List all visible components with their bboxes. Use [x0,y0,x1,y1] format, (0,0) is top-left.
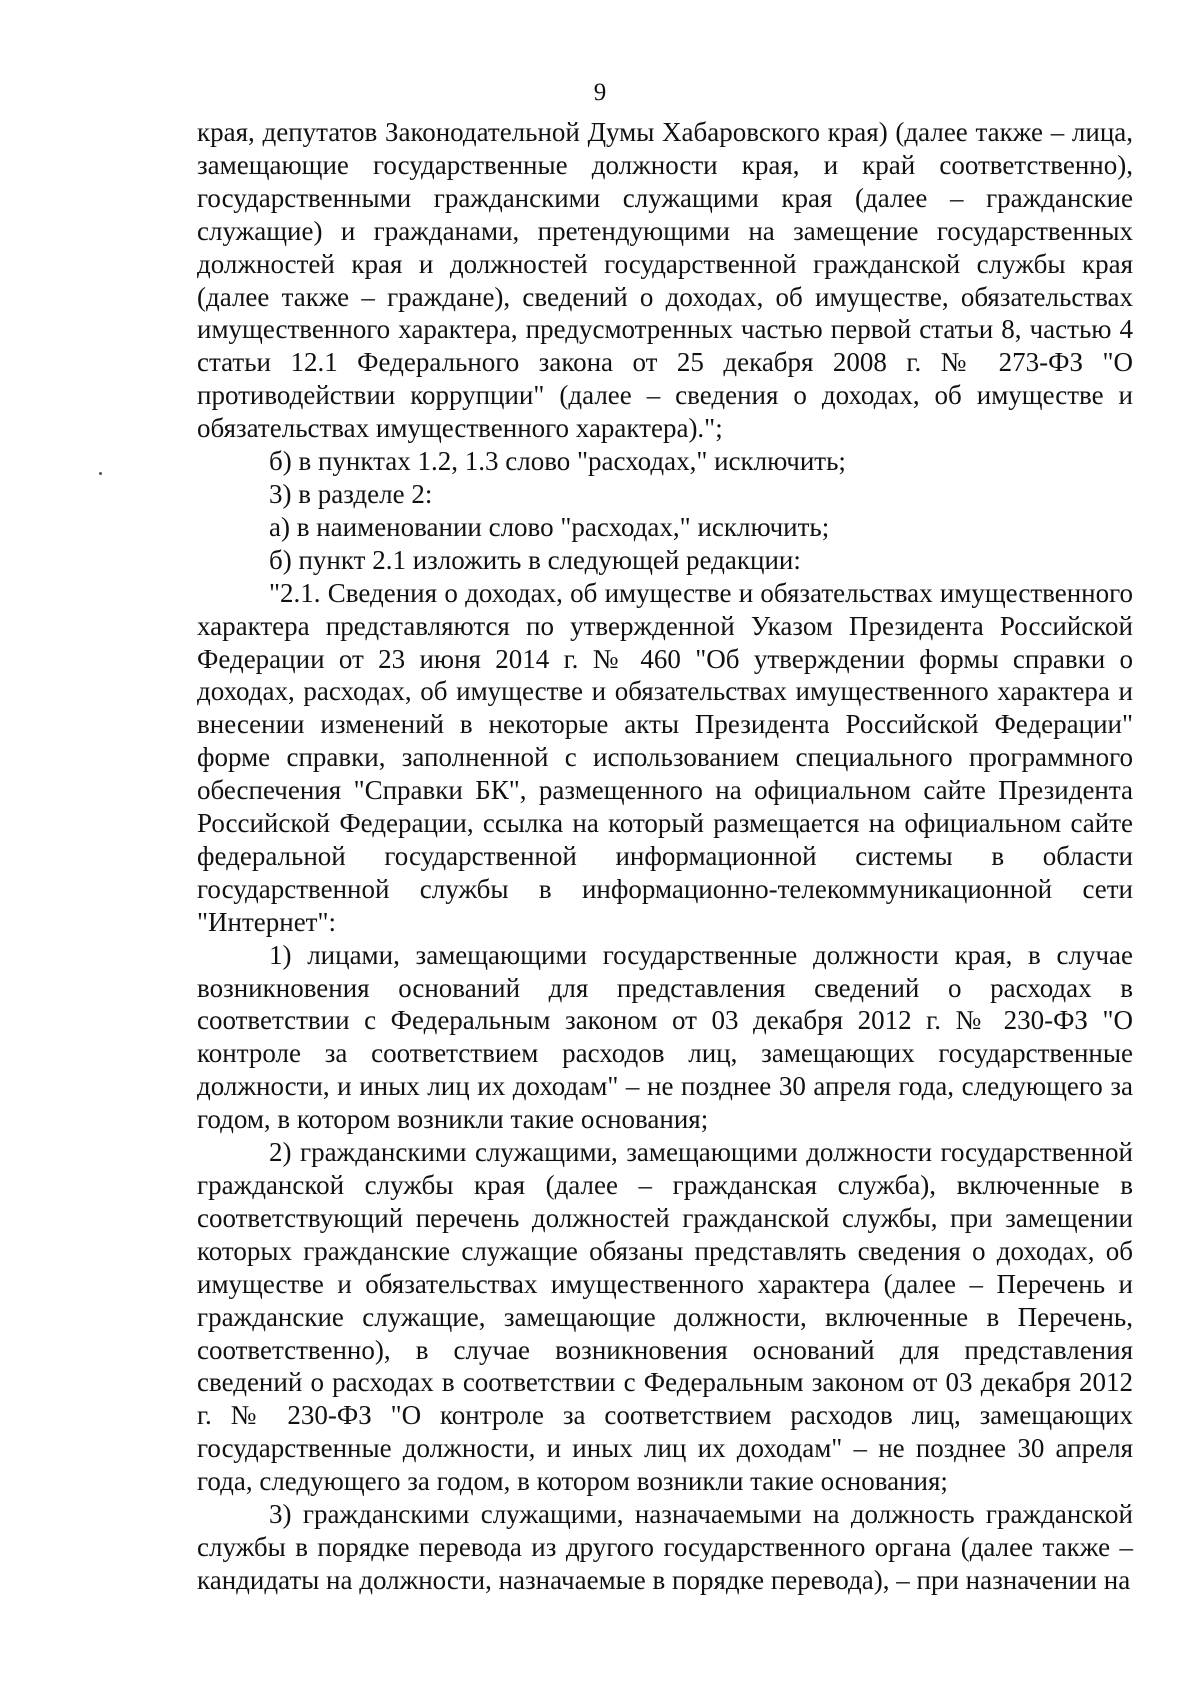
paragraph: б) в пунктах 1.2, 1.3 слово "расходах," исключить; [269,446,846,477]
paragraph: "2.1. Сведения о доходах, об имуществе и обязательствах имущественного характера представляются по утвержденной Указом Президента Российской Федерации от 23 июня 2014 г. № 460 "Об утверждении формы справки о доходах, расходах, об имуществе и обязательствах имущественного характера и внесении изменений в некоторые акты Президента Российской Федерации" форме справки, заполненной с использованием специального программного обеспечения "Справки БК", размещенного на официальном сайте Президента Российской Федерации, ссылка на который размещается на официальном сайте федеральной государственной информационной системы в области государственной службы в информационно-телекоммуникационной сети "Интернет": [197,577,1133,937]
paragraph: края, депутатов Законодательной Думы Хабаровского края) (далее также – лица, замещающие государственные должности края, и край соответственно), государственными гражданскими служащими края (далее – гражданские служащие) и гражданами, претендующими на замещение государственных должностей края и должностей государственной гражданской службы края (далее также – граждане), сведений о доходах, об имуществе, обязательствах имущественного характера, предусмотренных частью первой статьи 8, частью 4 статьи 12.1 Федерального закона от 25 декабря 2008 г. № 273-ФЗ "О противодействии коррупции" (далее – сведения о доходах, об имуществе и обязательствах имущественного характера)."; [197,117,1133,444]
paragraph: 2) гражданскими служащими, замещающими должности государственной гражданской службы края (далее – гражданская служба), включенные в соответствующий перечень должностей гражданской службы, при замещении которых гражданские служащие обязаны представлять сведения о доходах, об имуществе и обязательствах имущественного характера (далее – Перечень и гражданские служащие, замещающие должности, включенные в Перечень, соответственно), в случае возникновения оснований для представления сведений о расходах в соответствии с Федеральным законом от 03 декабря 2012 г. № 230-ФЗ "О контроле за соответствием расходов лиц, замещающих государственные должности, и иных лиц их доходам" – не позднее 30 апреля года, следующего за годом, в котором возникли такие основания; [197,1137,1133,1497]
paragraph: 3) в разделе 2: [269,478,433,509]
paragraph: а) в наименовании слово "расходах," исключить; [269,511,830,542]
document-body [197,116,1133,1597]
paragraph: 3) гражданскими служащими, назначаемыми на должность гражданской службы в порядке перевода из другого государственного органа (далее также – кандидаты на должности, назначаемые в порядке перевода), – при назначении на [197,1499,1133,1595]
paragraph: б) пункт 2.1 изложить в следующей редакции: [269,544,801,575]
scan-speck [99,472,102,475]
page-number: 9 [593,79,607,106]
paragraph: 1) лицами, замещающими государственные должности края, в случае возникновения оснований для представления сведений о расходах в соответствии с Федеральным законом от 03 декабря 2012 г. № 230-ФЗ "О контроле за соответствием расходов лиц, замещающих государственные должности, и иных лиц их доходам" – не позднее 30 апреля года, следующего за годом, в котором возникли такие основания; [197,939,1133,1135]
